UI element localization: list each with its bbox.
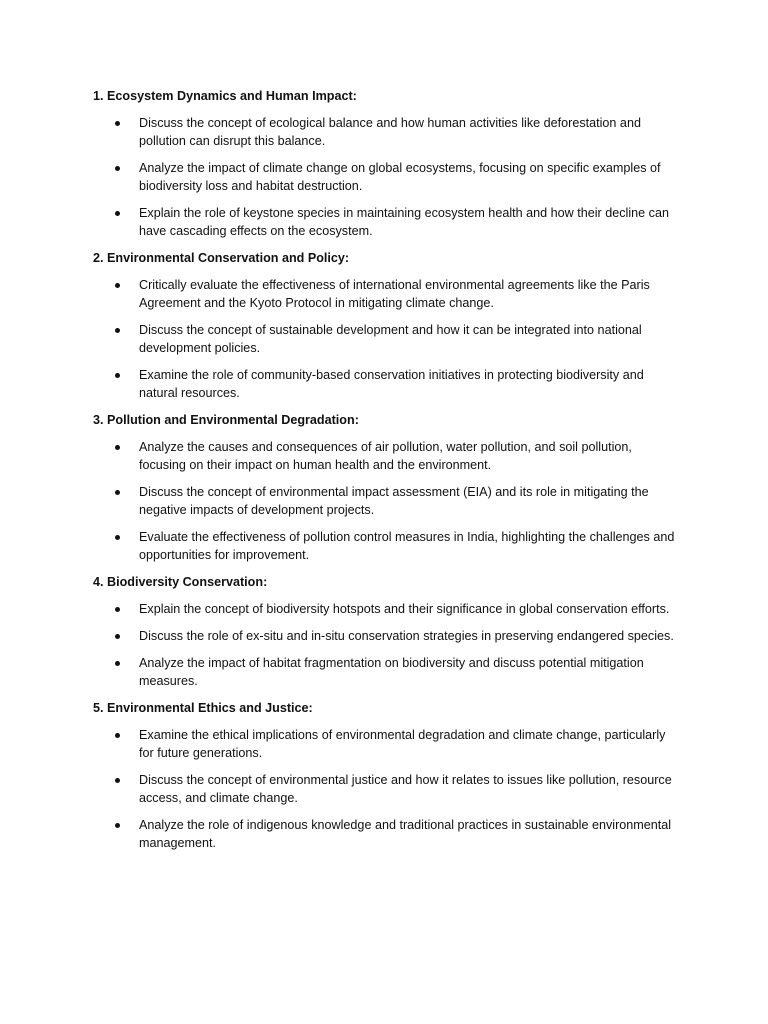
- list-item-text: Examine the ethical implications of environmental degradation and climate change, particularly for future generations.: [139, 728, 666, 760]
- bullet-list: [93, 276, 680, 402]
- bullet-icon: [115, 607, 120, 612]
- list-item-text: Evaluate the effectiveness of pollution control measures in India, highlighting the challenges and opportunities for improvement.: [139, 530, 675, 562]
- list-item-text: Discuss the concept of environmental impact assessment (EIA) and its role in mitigating the negative impacts of development projects.: [139, 485, 649, 517]
- bullet-list: [93, 438, 680, 564]
- bullet-icon: [115, 778, 120, 783]
- list-item-text: Analyze the causes and consequences of air pollution, water pollution, and soil pollution, focusing on their impact on human health and the environment.: [139, 440, 632, 472]
- bullet-icon: [115, 661, 120, 666]
- section-heading: 3. Pollution and Environmental Degradation:: [93, 413, 359, 427]
- bullet-icon: [115, 211, 120, 216]
- bullet-list: [93, 114, 680, 240]
- list-item-text: Discuss the concept of environmental justice and how it relates to issues like pollution, resource access, and climate change.: [139, 773, 672, 805]
- section-heading: 1. Ecosystem Dynamics and Human Impact:: [93, 89, 357, 103]
- section-biodiversity-conservation: [93, 573, 680, 690]
- bullet-icon: [115, 283, 120, 288]
- bullet-icon: [115, 733, 120, 738]
- bullet-icon: [115, 121, 120, 126]
- bullet-list: [93, 726, 680, 852]
- list-item-text: Analyze the impact of habitat fragmentation on biodiversity and discuss potential mitigation measures.: [139, 656, 644, 688]
- list-item-text: Analyze the role of indigenous knowledge and traditional practices in sustainable environmental management.: [139, 818, 672, 850]
- list-item: [93, 816, 680, 852]
- list-item: [93, 204, 680, 240]
- section-ethics-justice: [93, 699, 680, 852]
- list-item: [93, 438, 680, 474]
- bullet-icon: [115, 535, 120, 540]
- section-pollution-degradation: [93, 411, 680, 564]
- list-item: [93, 159, 680, 195]
- list-item: [93, 366, 680, 402]
- list-item: [93, 528, 680, 564]
- list-item: [93, 654, 680, 690]
- list-item: [93, 726, 680, 762]
- list-item: [93, 771, 680, 807]
- list-item: [93, 276, 680, 312]
- list-item: [93, 321, 680, 357]
- bullet-icon: [115, 823, 120, 828]
- section-heading: 2. Environmental Conservation and Policy:: [93, 251, 350, 265]
- section-heading: 5. Environmental Ethics and Justice:: [93, 701, 313, 715]
- bullet-list: [93, 600, 680, 690]
- section-heading: 4. Biodiversity Conservation:: [93, 575, 268, 589]
- bullet-icon: [115, 445, 120, 450]
- bullet-icon: [115, 490, 120, 495]
- list-item-text: Explain the concept of biodiversity hotspots and their significance in global conservation efforts.: [139, 602, 670, 616]
- list-item: [93, 600, 680, 618]
- list-item-text: Discuss the role of ex-situ and in-situ conservation strategies in preserving endangered species.: [139, 629, 674, 643]
- bullet-icon: [115, 328, 120, 333]
- bullet-icon: [115, 373, 120, 378]
- list-item-text: Discuss the concept of ecological balance and how human activities like deforestation and pollution can disrupt this balance.: [139, 116, 641, 148]
- bullet-icon: [115, 166, 120, 171]
- list-item: [93, 627, 680, 645]
- list-item-text: Explain the role of keystone species in maintaining ecosystem health and how their decline can have cascading effects on the ecosystem.: [139, 206, 669, 238]
- section-ecosystem-dynamics: [93, 87, 680, 240]
- section-conservation-policy: [93, 249, 680, 402]
- bullet-icon: [115, 634, 120, 639]
- list-item-text: Discuss the concept of sustainable development and how it can be integrated into national development policies.: [139, 323, 642, 355]
- list-item-text: Examine the role of community-based conservation initiatives in protecting biodiversity and natural resources.: [139, 368, 644, 400]
- list-item-text: Analyze the impact of climate change on global ecosystems, focusing on specific examples of biodiversity loss and habitat destruction.: [139, 161, 661, 193]
- list-item: [93, 114, 680, 150]
- list-item-text: Critically evaluate the effectiveness of international environmental agreements like the Paris Agreement and the Kyoto Protocol in mitigating climate change.: [139, 278, 650, 310]
- list-item: [93, 483, 680, 519]
